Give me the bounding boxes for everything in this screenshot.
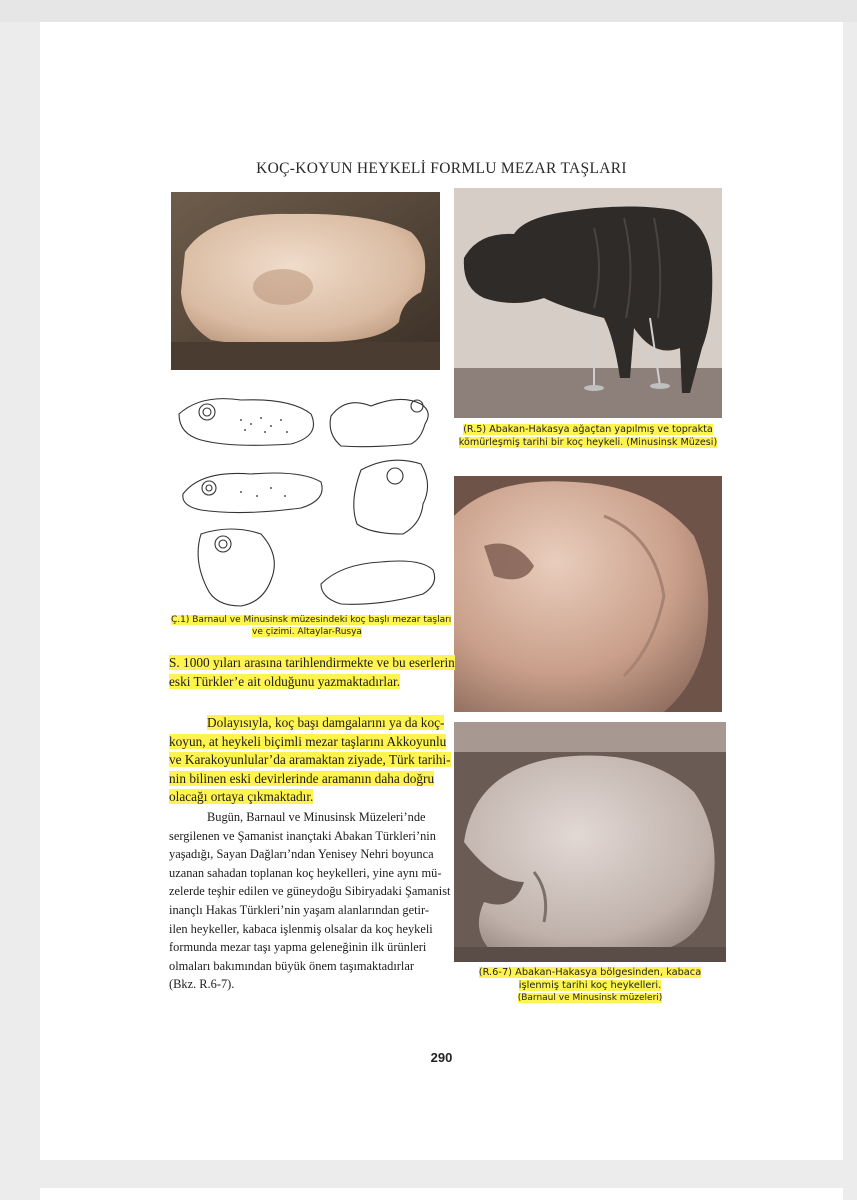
- figure-caption-c1: [171, 614, 452, 638]
- paragraph-line: Dolayısıyla, koç başı damgalarını ya da koç-: [207, 715, 445, 730]
- running-head: KOÇ-KOYUN HEYKELİ FORMLU MEZAR TAŞLARI: [256, 160, 627, 177]
- paragraph-line: formunda mezar taşı yapma geleneğinin ilk ürünleri: [169, 940, 427, 955]
- stone-ram-photo-2: [454, 722, 726, 962]
- paragraph-line: (Bkz. R.6-7).: [169, 977, 235, 992]
- paragraph-line: olmaları bakımından büyük önem taşımaktadırlar: [169, 958, 414, 973]
- paragraph-line: eski Türkler’e ait olduğunu yazmaktadırlar.: [169, 673, 401, 689]
- paragraph-2: [169, 714, 451, 807]
- ram-drawings: [171, 384, 443, 610]
- paragraph-line: S. 1000 yıları arasına tarihlendirmekte ve bu eserlerin: [169, 655, 455, 670]
- paragraph-line: uzanan sahadan toplanan koç heykelleri, yine aynı mü-: [169, 865, 442, 880]
- paragraph-line: Bugün, Barnaul ve Minusinsk Müzeleri’nde: [207, 810, 426, 824]
- viewer-top-bar: [0, 0, 857, 22]
- stone-ram-head-image: [454, 476, 722, 712]
- document-page: [40, 22, 843, 1160]
- figure-caption-r5: [454, 424, 722, 450]
- paragraph-line: sergilenen ve Şamanist inançtaki Abakan Türkleri’nin: [169, 828, 436, 843]
- paragraph-line: ilen heykeller, kabaca işlenmiş olsalar da koç heykeli: [169, 921, 433, 936]
- stone-ram-head-photo: [454, 476, 722, 712]
- wooden-ram-photo: [454, 188, 722, 418]
- paragraph-line: zelerde teşhir edilen ve güneydoğu Sibiryadaki Şamanist: [169, 884, 451, 899]
- page-number: 290: [430, 1050, 453, 1065]
- paragraph-1: [169, 654, 455, 691]
- caption-line: kömürleşmiş tarihi bir koç heykeli. (Minusinsk Müzesi): [458, 436, 718, 448]
- ram-line-drawings: [171, 384, 443, 610]
- caption-line: (R.6-7) Abakan-Hakasya bölgesinden, kabaca: [478, 967, 702, 978]
- paragraph-line: olacağı ortaya çıkmaktadır.: [169, 789, 314, 805]
- caption-line: (Barnaul ve Minusinsk müzeleri): [517, 993, 663, 1004]
- caption-line: Ç.1) Barnaul ve Minusinsk müzesindeki koç başlı mezar taşları: [171, 615, 452, 625]
- paragraph-line: koyun, at heykeli biçimli mezar taşlarını Akkoyunlu: [169, 733, 447, 749]
- paragraph-line: yaşadığı, Sayan Dağları’ndan Yenisey Nehri boyunca: [169, 847, 434, 862]
- charred-ram-image: [454, 188, 722, 418]
- paragraph-3: [169, 808, 451, 994]
- caption-line: ve çizimi. Altaylar-Rusya: [252, 627, 362, 638]
- page-gap: [0, 1160, 857, 1188]
- stone-ram-image: [171, 192, 440, 370]
- figure-caption-r67: [454, 966, 726, 1005]
- paragraph-line: ve Karakoyunlular’da aramaktan ziyade, Türk tarihi-: [169, 752, 451, 768]
- paragraph-line: inançlı Hakas Türkleri’nin yaşam alanlarından getir-: [169, 902, 429, 917]
- stone-ram-photo: [171, 192, 440, 370]
- paragraph-line: nin bilinen eski devirlerinde aramanın daha doğru: [169, 770, 435, 786]
- next-page-edge: [40, 1188, 843, 1200]
- caption-line: işlenmiş tarihi koç heykelleri.: [518, 980, 662, 992]
- caption-line: (R.5) Abakan-Hakasya ağaçtan yapılmış ve toprakta: [463, 424, 713, 435]
- stone-ram-image-2: [454, 722, 726, 962]
